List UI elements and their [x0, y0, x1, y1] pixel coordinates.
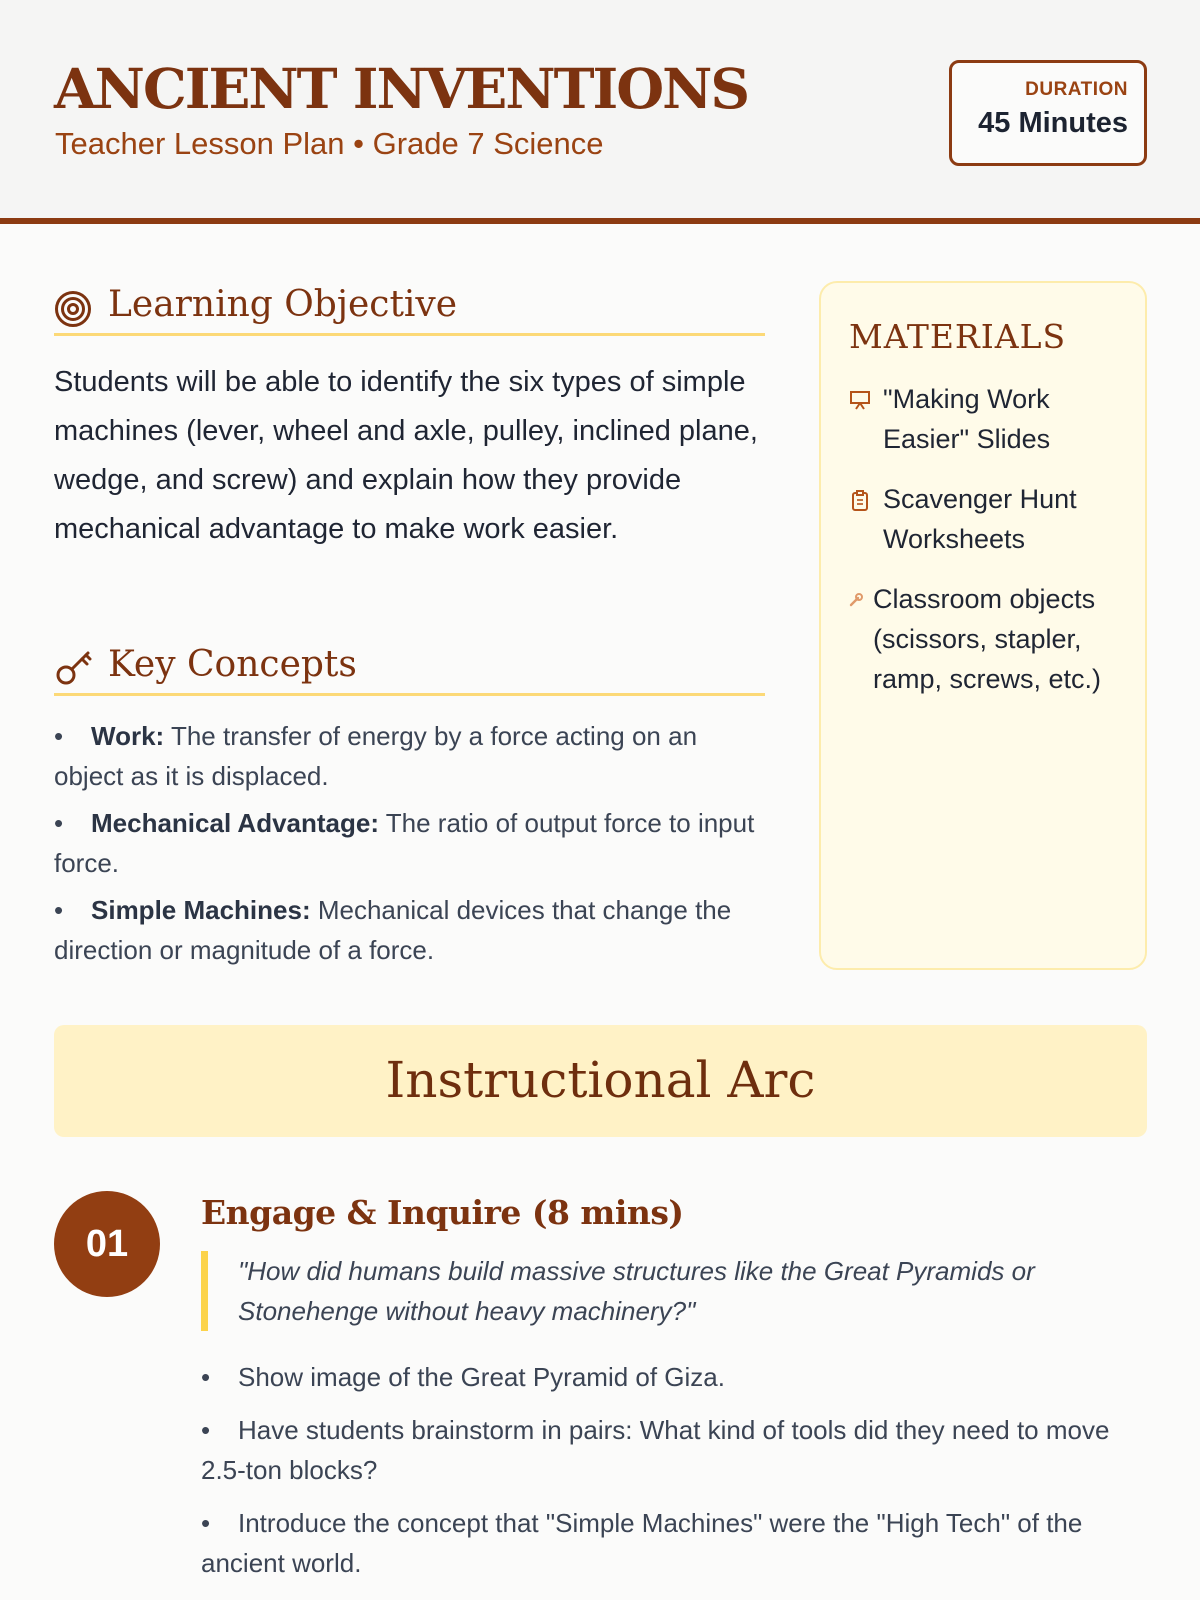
- step-bullet-list: [201, 1357, 1141, 1596]
- concept-definition: The ratio of output force to input force.: [54, 808, 755, 878]
- learning-objective-text: Students will be able to identify the six types of simple machines (lever, wheel and axle, pulley, inclined plane, wedge, and screw) and explain how they provide mechanical advantage to make work easier.: [54, 366, 758, 545]
- concept-term: Simple Machines:: [91, 895, 311, 925]
- list-item: • Have students brainstorm in pairs: What kind of tools did they need to move 2.5-ton blocks?: [201, 1415, 1110, 1485]
- concept-item: • Work: The transfer of energy by a force acting on an object as it is displaced.: [54, 721, 698, 791]
- materials-item: [849, 379, 1119, 459]
- materials-title: MATERIALS: [849, 317, 1067, 356]
- materials-item: [849, 479, 1119, 559]
- learning-objective-heading: [54, 284, 765, 336]
- clipboard-icon: [849, 489, 871, 511]
- page-title: ANCIENT INVENTIONS: [54, 56, 749, 121]
- list-item: • Show image of the Great Pyramid of Giza.: [201, 1362, 725, 1392]
- concept-term: Mechanical Advantage:: [91, 808, 380, 838]
- duration-value: 45 Minutes: [978, 107, 1128, 139]
- step-quote: "How did humans build massive structures like the Great Pyramids or Stonehenge without heavy machinery?": [201, 1251, 1131, 1331]
- concept-definition: Mechanical devices that change the direction or magnitude of a force.: [54, 895, 732, 965]
- page-header: [0, 0, 1200, 224]
- step-number-badge: 01: [54, 1191, 160, 1297]
- learning-objective-title: Learning Objective: [108, 284, 458, 325]
- materials-item-text: "Making Work Easier" Slides: [883, 384, 1051, 454]
- step-bullet-text: Have students brainstorm in pairs: What kind of tools did they need to move 2.5-ton blocks?: [201, 1415, 1110, 1485]
- list-item: • Introduce the concept that "Simple Machines" were the "High Tech" of the ancient world.: [201, 1508, 1083, 1578]
- wrench-icon: [849, 593, 863, 607]
- concept-item: • Simple Machines: Mechanical devices that change the direction or magnitude of a force.: [54, 895, 732, 965]
- materials-item: [849, 579, 1129, 699]
- step-bullet-text: Introduce the concept that "Simple Machines" were the "High Tech" of the ancient world.: [201, 1508, 1083, 1578]
- target-icon: [54, 290, 92, 328]
- concept-definition: The transfer of energy by a force acting on an object as it is displaced.: [54, 721, 698, 791]
- key-icon: [54, 650, 92, 688]
- duration-badge: [949, 60, 1147, 166]
- step-bullet-text: Show image of the Great Pyramid of Giza.: [238, 1362, 725, 1392]
- key-concepts-list: [54, 716, 766, 977]
- materials-item-text: Classroom objects (scissors, stapler, ramp, screws, etc.): [873, 584, 1102, 694]
- key-concepts-title: Key Concepts: [108, 644, 357, 685]
- key-concepts-heading: [54, 644, 765, 696]
- concept-item: • Mechanical Advantage: The ratio of output force to input force.: [54, 808, 755, 878]
- page-subtitle: Teacher Lesson Plan • Grade 7 Science: [55, 126, 604, 161]
- concept-term: Work:: [91, 721, 165, 751]
- duration-label: DURATION: [1025, 79, 1128, 100]
- materials-item-text: Scavenger Hunt Worksheets: [883, 484, 1077, 554]
- instructional-arc-title: Instructional Arc: [385, 1051, 816, 1109]
- step-title: Engage & Inquire (8 mins): [201, 1193, 684, 1232]
- materials-panel: [819, 281, 1147, 970]
- presentation-icon: [849, 389, 871, 411]
- instructional-arc-banner: [54, 1025, 1147, 1137]
